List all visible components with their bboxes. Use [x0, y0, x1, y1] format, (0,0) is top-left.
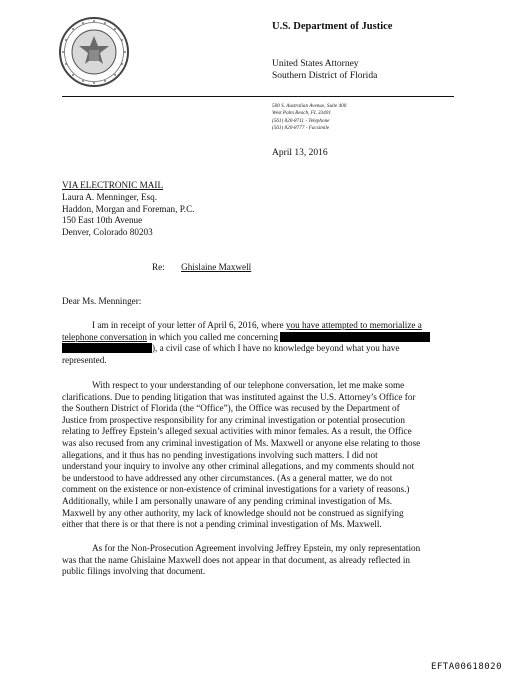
delivery-method: VIA ELECTRONIC MAIL	[62, 180, 164, 190]
paragraph-line: As for the Non-Prosecution Agreement involving Jeffrey Epstein, my only representation	[92, 543, 421, 553]
address-line: (561) 820-8711 - Telephone	[272, 117, 330, 124]
re-subject: Ghislaine Maxwell	[181, 262, 252, 272]
office-address	[272, 103, 346, 133]
text-run: ), a civil case of which I have no knowledge beyond what you have	[152, 343, 400, 354]
letterhead-rule	[62, 96, 454, 97]
redaction-bar	[280, 332, 430, 342]
paragraph-line: the Southern District of Florida (the “Office”), the Office was recused by the Department of	[62, 403, 400, 414]
paragraph-1	[62, 320, 455, 366]
paragraph-line: either that there is or that there is not a pending criminal investigation of Ms. Maxwell.	[62, 519, 382, 530]
paragraph-line: was that the name Ghislaine Maxwell does not appear in that document, as already reflected in	[62, 554, 410, 565]
paragraph-line: represented.	[62, 354, 107, 365]
address-line: West Palm Beach, FL 33401	[272, 110, 331, 117]
underlined-text: you have attempted to memorialize a	[285, 320, 422, 330]
department-name: U.S. Department of Justice	[272, 21, 393, 32]
re-line	[152, 262, 251, 272]
paragraph-3	[62, 543, 455, 578]
recipient-name: Laura A. Menninger, Esq.	[62, 191, 158, 202]
text-run: I am in receipt of your letter of April 6, 2016, where	[92, 320, 286, 330]
paragraph-line	[62, 320, 455, 332]
paragraph-2	[62, 380, 455, 531]
paragraph-line: With respect to your understanding of our telephone conversation, let me make some	[92, 380, 405, 390]
paragraph-line	[62, 332, 455, 344]
paragraph-line: relating to Jeffrey Epstein’s alleged sexual activities with minor females. As a result, the Office	[62, 426, 412, 437]
recipient-street: 150 East 10th Avenue	[62, 215, 143, 226]
paragraph-line: be understood to have addressed any other circumstances. (As a general matter, we do not	[62, 472, 393, 483]
underlined-text: telephone conversation	[62, 331, 147, 342]
office-line-1: United States Attorney	[272, 59, 359, 69]
recipient-block	[62, 180, 195, 239]
letter-date: April 13, 2016	[272, 148, 328, 158]
paragraph-line: understand your inquiry to involve any other criminal allegations, and my comments should not	[62, 461, 415, 472]
redaction-bar	[62, 343, 152, 353]
re-label: Re:	[152, 262, 165, 272]
office-line-2: Southern District of Florida	[272, 71, 378, 81]
paragraph-line: Justice from prospective responsibility for any criminal investigation or potential prosecution	[62, 414, 405, 425]
recipient-firm: Haddon, Morgan and Foreman, P.C.	[62, 203, 195, 214]
paragraph-line: clarifications. Due to pending litigation that was instituted against the U.S. Attorney’s Office for	[62, 391, 416, 402]
text-run: in which you called me concerning	[146, 331, 281, 342]
paragraph-line: public filings involving that document.	[62, 566, 206, 577]
bates-number: EFTA00618020	[430, 662, 502, 672]
paragraph-line: allegations, and it thus has no pending investigations involving such matters. I did not	[62, 449, 378, 460]
recipient-city: Denver, Colorado 80203	[62, 227, 153, 238]
office-name	[272, 58, 377, 82]
address-line: 500 S. Australian Avenue, Suite 400	[272, 103, 347, 109]
paragraph-line: Additionally, while I am personally unaware of any pending criminal investigation of Ms.	[62, 495, 393, 506]
salutation: Dear Ms. Menninger:	[62, 296, 142, 306]
paragraph-line: comment on the existence or non-existence of criminal investigations for a variety of reasons.)	[62, 484, 410, 495]
doj-seal	[58, 16, 130, 88]
address-line: (561) 820-8777 - Facsimile	[272, 125, 330, 132]
paragraph-line	[62, 343, 455, 355]
paragraph-line: was also recused from any criminal investigation of Ms. Maxwell or anyone else relating to those	[62, 437, 421, 448]
paragraph-line: Maxwell by any other authority, my lack of knowledge should not be construed as signifying	[62, 507, 404, 518]
